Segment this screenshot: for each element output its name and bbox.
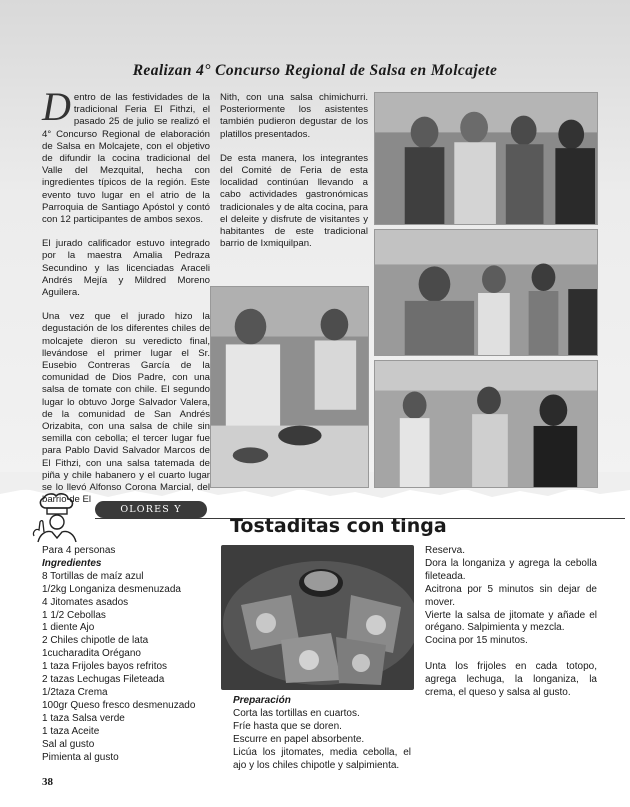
ingredient-item: 2 tazas Lechugas Fileteada [42,674,165,686]
prep-step: Licúa los jitomates, media cebolla, el ajo y los chiles chipotle y salpimienta. [233,746,411,771]
ingredient-item: 1 taza Frijoles bayos refritos [42,661,168,673]
photo-judges-group [374,92,598,225]
photo-contestants [210,286,369,488]
section-tag: OLORES Y SABORES [95,501,207,518]
prep-step: Corta las tortillas en cuartos. [233,707,360,719]
article-paragraph: De esta manera, los integrantes del Comité de Feria de esta localidad continúan llevando a cabo actividades gastronómicas tradicionales y de alta cocina, para el deleite y disfrute de visitantes y habitantes de este tradicional barrio de Ixmiquilpan. [220,152,368,250]
article-column-1 [42,84,210,519]
article-paragraph: Nith, con una salsa chimichurri. Posteriormente los asistentes también pudieron degustar de los platillos presentados. [220,92,368,140]
ingredient-item: 4 Jitomates asados [42,596,129,608]
recipe-title: Tostaditas con tinga [230,515,447,537]
article-paragraph: El jurado calificador estuvo integrado por la maestra Amalia Pedraza Secundino y las licenciadas Araceli Andrés Mejía y Mildred Moreno Aguilera. [42,238,210,299]
ingredients-column [42,545,217,764]
photo-audience [374,360,598,488]
preparation-column [233,695,411,772]
prep-step: Acitrona por 5 minutos sin dejar de mover. [425,583,597,608]
drop-cap: D [42,84,71,129]
ingredient-item: 1/2taza Crema [42,686,108,698]
ingredient-item: 100gr Queso fresco desmenuzado [42,699,196,711]
final-step: Unta los frijoles en cada totopo, agrega lechuga, la longaniza, la crema, el queso y salsa al gusto. [425,661,597,698]
ingredient-item: 1 taza Salsa verde [42,712,125,724]
prep-step: Vierte la salsa de jitomate y añade el orégano. Salpimienta y mezcla. [425,609,597,634]
ingredients-heading: Ingredientes [42,557,102,569]
photo-tostaditas [221,545,414,690]
ingredient-item: Sal al gusto [42,738,95,750]
prep-step: Fríe hasta que se doren. [233,720,342,732]
prep-step: Escurre en papel absorbente. [233,733,365,745]
photo-tasting [374,229,598,356]
page-number: 38 [42,776,53,788]
ingredient-item: 1 diente Ajo [42,622,95,634]
steps-column [425,545,597,700]
article-paragraph: entro de las festividades de la tradicional Feria El Fithzi, el pasado 25 de julio se realizó el 4° Concurso Regional de elaboración de Salsa en Molcajete, con el objetivo de difundir la cocina tradicional del Valle del Mezquital, hecha con ingredientes típicos de la región. Este evento tuvo lugar en el atrio de la Parroquia de Santiago Apóstol y contó con 12 participantes de ambos sexos. [42,92,210,226]
ingredient-item: 1/2kg Longaniza desmenuzada [42,583,181,595]
prep-step: Dora la longaniza y agrega la cebolla fileteada. [425,557,597,582]
prep-step: Reserva. [425,545,466,556]
article-paragraph: Una vez que el jurado hizo la degustación de los diferentes chiles de molcajete dieron su veredicto final, llevándose el primer lugar el Sr. Eusebio Contreras García de la comunidad de Dios Padre, con una salsa de tomate con chile. El segundo lugar lo obtuvo Jorge Salvador Valera, de la comunidad de San Andrés Orizabita, con una salsa de chile sin semilla con cebolla; el tercer lugar fue para Pablo David Salvador Marcos de El Fithzi, con una salsa tatemada de piña y chile habanero y el cuarto lugar se lo llevó Alfonso Corona Marcial, del barrio de El [42,311,210,506]
article-title: Realizan 4° Concurso Regional de Salsa en Molcajete [132,62,498,79]
ingredient-item: 1cucharadita Orégano [42,648,141,660]
ingredient-item: 1 1/2 Cebollas [42,609,106,621]
ingredient-item: Pimienta al gusto [42,751,119,763]
servings: Para 4 personas [42,545,116,556]
preparation-heading: Preparación [233,695,291,706]
ingredient-item: 1 taza Aceite [42,725,100,737]
prep-step: Cocina por 15 minutos. [425,635,528,647]
ingredient-item: 2 Chiles chipotle de lata [42,635,149,647]
article-column-2 [220,92,368,262]
ingredient-item: 8 Tortillas de maíz azul [42,570,144,582]
chef-icon [30,492,90,544]
